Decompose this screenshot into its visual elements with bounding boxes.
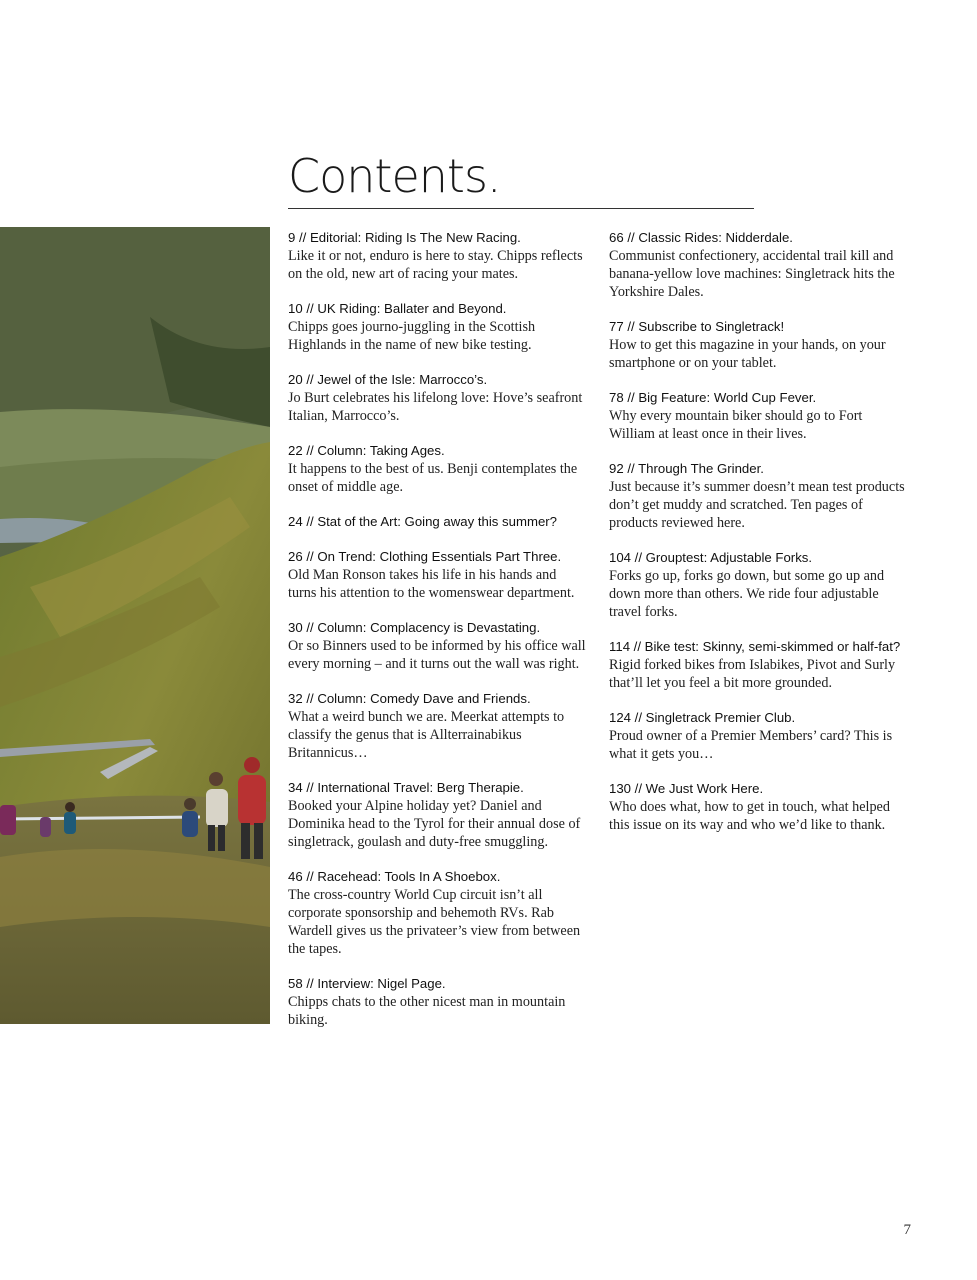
contents-entry[interactable] bbox=[288, 779, 588, 851]
entry-description: Chipps chats to the other nicest man in mountain biking. bbox=[288, 994, 566, 1028]
entry-heading: 78 // Big Feature: World Cup Fever. bbox=[609, 390, 817, 405]
entry-description: Forks go up, forks go down, but some go up and down more than others. We ride four adjustable travel forks. bbox=[609, 568, 885, 620]
contents-entry[interactable] bbox=[609, 318, 909, 372]
entry-heading: 34 // International Travel: Berg Therapie. bbox=[288, 780, 524, 795]
entry-heading: 9 // Editorial: Riding Is The New Racing. bbox=[288, 230, 521, 245]
page-number: 7 bbox=[903, 1222, 911, 1238]
contents-entry[interactable] bbox=[288, 619, 588, 673]
entry-description: Just because it’s summer doesn’t mean test products don’t get muddy and scratched. Ten pages of products reviewed here. bbox=[609, 479, 905, 531]
contents-entry[interactable] bbox=[609, 389, 909, 443]
entry-description: It happens to the best of us. Benji contemplates the onset of middle age. bbox=[288, 461, 578, 495]
entry-heading: 66 // Classic Rides: Nidderdale. bbox=[609, 230, 793, 245]
entry-description: Old Man Ronson takes his life in his hands and turns his attention to the womenswear department. bbox=[288, 567, 575, 601]
entry-description: Why every mountain biker should go to Fort William at least once in their lives. bbox=[609, 408, 863, 442]
contents-entry[interactable] bbox=[288, 300, 588, 354]
contents-entry[interactable] bbox=[288, 975, 588, 1029]
entry-heading: 114 // Bike test: Skinny, semi-skimmed or half-fat? bbox=[609, 639, 901, 654]
contents-entry[interactable] bbox=[288, 868, 588, 958]
contents-entry[interactable] bbox=[609, 229, 909, 301]
entry-heading: 58 // Interview: Nigel Page. bbox=[288, 976, 446, 991]
contents-entry[interactable] bbox=[288, 513, 588, 531]
entry-heading: 32 // Column: Comedy Dave and Friends. bbox=[288, 691, 531, 706]
entry-description: Proud owner of a Premier Members’ card? This is what it gets you… bbox=[609, 728, 893, 762]
contents-entry[interactable] bbox=[288, 548, 588, 602]
title-divider bbox=[288, 208, 754, 209]
entry-description: Like it or not, enduro is here to stay. Chipps reflects on the old, new art of racing your mates. bbox=[288, 248, 583, 282]
entry-heading: 10 // UK Riding: Ballater and Beyond. bbox=[288, 301, 507, 316]
entry-heading: 104 // Grouptest: Adjustable Forks. bbox=[609, 550, 813, 565]
entry-description: The cross-country World Cup circuit isn’t all corporate sponsorship and behemoth RVs. Rab Wardell gives us the privateer’s view from between the tapes. bbox=[288, 887, 581, 957]
entry-heading: 30 // Column: Complacency is Devastating. bbox=[288, 620, 541, 635]
entry-description: Chipps goes journo-juggling in the Scottish Highlands in the name of new bike testing. bbox=[288, 319, 536, 353]
hillside-photo-icon bbox=[0, 227, 270, 1024]
entry-description: Communist confectionery, accidental trail kill and banana-yellow love machines: Singletrack hits the Yorkshire Dales. bbox=[609, 248, 895, 300]
contents-entry[interactable] bbox=[288, 371, 588, 425]
entry-description: Jo Burt celebrates his lifelong love: Hove’s seafront Italian, Marrocco’s. bbox=[288, 390, 583, 424]
entry-heading: 92 // Through The Grinder. bbox=[609, 461, 764, 476]
entry-description: Booked your Alpine holiday yet? Daniel and Dominika head to the Tyrol for their annual dose of singletrack, goulash and duty-free smuggling. bbox=[288, 798, 581, 850]
contents-entry[interactable] bbox=[288, 690, 588, 762]
entry-heading: 77 // Subscribe to Singletrack! bbox=[609, 319, 785, 334]
hillside-photo bbox=[0, 227, 270, 1024]
entry-description: Or so Binners used to be informed by his office wall every morning – and it turns out the wall was right. bbox=[288, 638, 586, 672]
entry-heading: 20 // Jewel of the Isle: Marrocco’s. bbox=[288, 372, 488, 387]
entry-heading: 124 // Singletrack Premier Club. bbox=[609, 710, 796, 725]
entry-description: Rigid forked bikes from Islabikes, Pivot and Surly that’ll let you feel a bit more grounded. bbox=[609, 657, 896, 691]
entry-description: How to get this magazine in your hands, on your smartphone or on your tablet. bbox=[609, 337, 886, 371]
contents-right-column bbox=[609, 229, 909, 851]
entry-heading: 22 // Column: Taking Ages. bbox=[288, 443, 445, 458]
entry-heading: 26 // On Trend: Clothing Essentials Part Three. bbox=[288, 549, 562, 564]
entry-heading: 24 // Stat of the Art: Going away this summer? bbox=[288, 514, 558, 529]
contents-entry[interactable] bbox=[609, 780, 909, 834]
contents-entry[interactable] bbox=[609, 709, 909, 763]
entry-heading: 46 // Racehead: Tools In A Shoebox. bbox=[288, 869, 501, 884]
contents-entry[interactable] bbox=[288, 229, 588, 283]
contents-entry[interactable] bbox=[609, 638, 909, 692]
contents-left-column bbox=[288, 229, 588, 1046]
entry-heading: 130 // We Just Work Here. bbox=[609, 781, 764, 796]
contents-entry[interactable] bbox=[288, 442, 588, 496]
entry-description: Who does what, how to get in touch, what helped this issue on its way and who we’d like to thank. bbox=[609, 799, 890, 833]
contents-entry[interactable] bbox=[609, 549, 909, 621]
entry-description: What a weird bunch we are. Meerkat attempts to classify the genus that is Allterrainabikus Britannicus… bbox=[288, 709, 565, 761]
contents-entry[interactable] bbox=[609, 460, 909, 532]
page-title: Contents. bbox=[288, 149, 501, 203]
